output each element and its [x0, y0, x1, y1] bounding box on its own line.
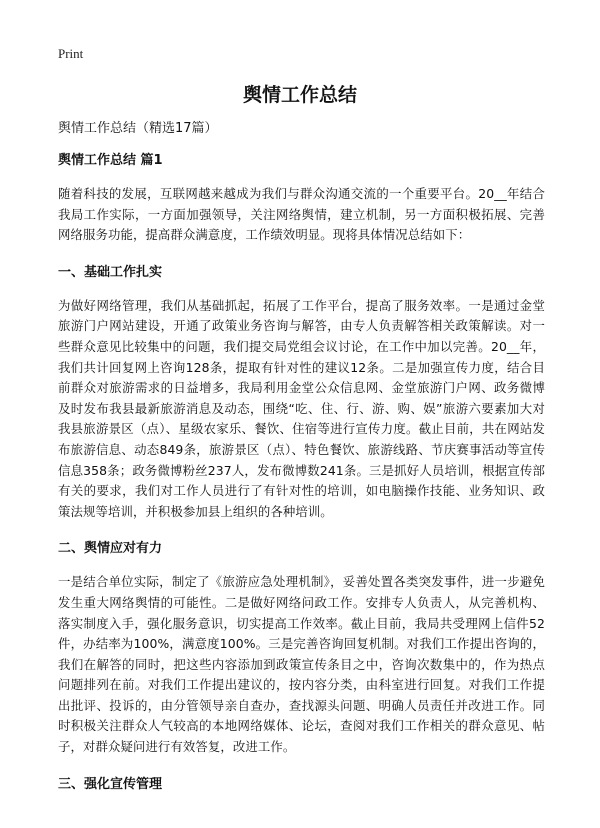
section-heading-public-opinion-response: 二、舆情应对有力	[58, 541, 163, 557]
article-heading: 舆情工作总结 篇1	[58, 153, 163, 168]
section-heading-basic-work: 一、基础工作扎实	[58, 264, 163, 280]
section-body-public-opinion-response: 一是结合单位实际，制定了《旅游应急处理机制》，妥善处置各类突发事件，进一步避免发生重大网络舆情的可能性。二是做好网络问政工作。安排专人负责人，从完善机构、落实制度入手，强化服务意识，切实提高工作效率。截止目前，我局共受理网上信件52件，办结率为100%，满意度100%。三是完善咨询回复机制。对我们工作提出咨询的，我们在解答的同时，把这些内容添加到政策宣传条目之中，咨询次数集中的，作为热点问题排列在前。对我们工作提出建议的，按内容分类，由科室进行回复。对我们工作提出批评、投诉的，由分管领导亲自查办，查找源头问题、明确人员责任并改进工作。同时积极关注群众人气较高的本地网络媒体、论坛，查阅对我们工作相关的群众意见、帖子，对群众疑问进行有效答复，改进工作。	[58, 574, 545, 755]
document-subtitle: 舆情工作总结（精选17篇）	[58, 121, 218, 136]
document-title: 舆情工作总结	[242, 84, 357, 106]
section-body-basic-work: 为做好网络管理，我们从基础抓起，拓展了工作平台，提高了服务效率。一是通过金堂旅游门户网站建设，开通了政策业务咨询与解答，由专人负责解答相关政策解读。对一些群众意见比较集中的问题，我们提交局党组会议讨论，在工作中加以完善。20__年，我们共计回复网上咨询128条，提取有针对性的建议12条。二是加强宣传力度，结合目前群众对旅游需求的日益增多，我局利用金堂公众信息网、金堂旅游门户网、政务微博及时发布我县最新旅游消息及动态，围绕“吃、住、行、游、购、娱”旅游六要素加大对我县旅游景区（点）、星级农家乐、餐饮、住宿等进行宣传力度。截止目前，共在网站发布旅游信息、动态849条，旅游景区（点）、特色餐饮、旅游线路、节庆赛事活动等宣传信息358条；政务微博粉丝237人，发布微博数241条。三是抓好人员培训，根据宣传部有关的要求，我们对工作人员进行了有针对性的培训，如电脑操作技能、业务知识、政策法规等培训，并积极参加县上组织的各种培训。	[58, 297, 545, 519]
intro-paragraph: 随着科技的发展，互联网越来越成为我们与群众沟通交流的一个重要平台。20__年结合我局工作实际，一方面加强领导，关注网络舆情，建立机制，另一方面积极拓展、完善网络服务功能，提高群众满意度，工作绩效明显。现将具体情况总结如下：	[58, 186, 545, 243]
print-link[interactable]: Print	[58, 46, 84, 61]
section-heading-publicity-management: 三、强化宣传管理	[58, 776, 163, 792]
document-content	[58, 120, 545, 808]
